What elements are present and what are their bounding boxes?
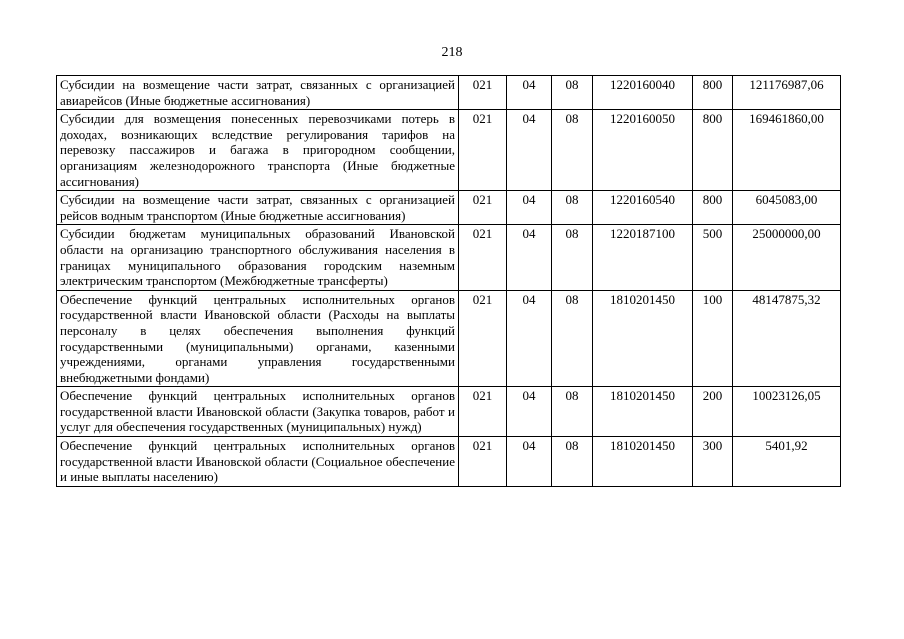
table-row [57, 290, 841, 387]
row-target-code: 1220160050 [593, 110, 693, 191]
row-expense-type-code: 300 [693, 437, 733, 487]
row-section-code: 04 [507, 437, 552, 487]
budget-table [56, 75, 841, 487]
row-amount: 5401,92 [733, 437, 841, 487]
row-target-code: 1810201450 [593, 290, 693, 387]
row-section-code: 04 [507, 387, 552, 437]
row-ministry-code: 021 [459, 110, 507, 191]
row-ministry-code: 021 [459, 225, 507, 290]
row-amount: 10023126,05 [733, 387, 841, 437]
row-subsection-code: 08 [552, 76, 593, 110]
row-target-code: 1810201450 [593, 437, 693, 487]
table-row [57, 225, 841, 290]
table-row [57, 76, 841, 110]
row-amount: 25000000,00 [733, 225, 841, 290]
row-section-code: 04 [507, 110, 552, 191]
row-ministry-code: 021 [459, 290, 507, 387]
row-ministry-code: 021 [459, 76, 507, 110]
row-amount: 169461860,00 [733, 110, 841, 191]
table-row [57, 110, 841, 191]
row-subsection-code: 08 [552, 290, 593, 387]
row-section-code: 04 [507, 225, 552, 290]
row-amount: 48147875,32 [733, 290, 841, 387]
row-subsection-code: 08 [552, 191, 593, 225]
row-amount: 6045083,00 [733, 191, 841, 225]
row-description: Обеспечение функций центральных исполнительных органов государственной власти Ивановской области (Закупка товаров, работ и услуг для обеспечения государственных (муниципальных) нужд) [57, 387, 459, 437]
row-subsection-code: 08 [552, 225, 593, 290]
row-expense-type-code: 800 [693, 110, 733, 191]
row-expense-type-code: 800 [693, 191, 733, 225]
row-description: Обеспечение функций центральных исполнительных органов государственной власти Ивановской области (Расходы на выплаты персоналу в целях обеспечения выполнения функций государственными (муниципальными) органами, казенными учреждениями, органами управления государственными внебюджетными фондами) [57, 290, 459, 387]
row-ministry-code: 021 [459, 387, 507, 437]
row-section-code: 04 [507, 191, 552, 225]
row-ministry-code: 021 [459, 191, 507, 225]
row-section-code: 04 [507, 76, 552, 110]
row-expense-type-code: 500 [693, 225, 733, 290]
row-subsection-code: 08 [552, 437, 593, 487]
page-number: 218 [441, 45, 463, 60]
row-ministry-code: 021 [459, 437, 507, 487]
row-expense-type-code: 100 [693, 290, 733, 387]
row-description: Субсидии на возмещение части затрат, связанных с организацией авиарейсов (Иные бюджетные ассигнования) [57, 76, 459, 110]
row-description: Субсидии бюджетам муниципальных образований Ивановской области на организацию транспортного обслуживания населения в границах муниципального образования городским наземным электрическим транспортом (Межбюджетные трансферты) [57, 225, 459, 290]
row-target-code: 1220160040 [593, 76, 693, 110]
table-row [57, 437, 841, 487]
row-target-code: 1810201450 [593, 387, 693, 437]
row-subsection-code: 08 [552, 110, 593, 191]
row-amount: 121176987,06 [733, 76, 841, 110]
row-description: Субсидии на возмещение части затрат, связанных с организацией рейсов водным транспортом (Иные бюджетные ассигнования) [57, 191, 459, 225]
row-section-code: 04 [507, 290, 552, 387]
row-target-code: 1220187100 [593, 225, 693, 290]
row-expense-type-code: 800 [693, 76, 733, 110]
table-row [57, 191, 841, 225]
row-expense-type-code: 200 [693, 387, 733, 437]
row-target-code: 1220160540 [593, 191, 693, 225]
table-row [57, 387, 841, 437]
row-description: Субсидии для возмещения понесенных перевозчиками потерь в доходах, возникающих вследствие регулирования тарифов на перевозку пассажиров и багажа в пригородном сообщении, организациям железнодорожного транспорта (Иные бюджетные ассигнования) [57, 110, 459, 191]
row-subsection-code: 08 [552, 387, 593, 437]
row-description: Обеспечение функций центральных исполнительных органов государственной власти Ивановской области (Социальное обеспечение и иные выплаты населению) [57, 437, 459, 487]
